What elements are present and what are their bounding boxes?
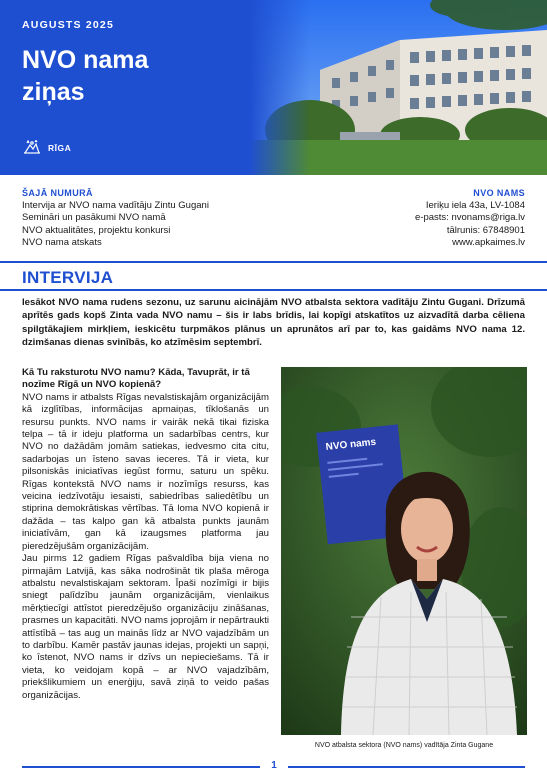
footer-rule-left [22, 766, 260, 768]
riga-crest-icon [22, 140, 42, 156]
masthead [0, 0, 547, 175]
toc-title: ŠAJĀ NUMURĀ [22, 188, 93, 198]
sign-text: NVO nams [325, 436, 377, 453]
section-rule-bottom [0, 289, 547, 291]
toc-item: Intervija ar NVO nama vadītāju Zintu Gugani [22, 199, 209, 211]
contact-email: e-pasts: nvonams@riga.lv [415, 212, 525, 224]
section-title: INTERVIJA [22, 268, 114, 287]
toc-item: Semināri un pasākumi NVO namā [22, 212, 166, 224]
portrait-photo [281, 367, 527, 735]
newsletter-title-line2: ziņas [22, 78, 85, 106]
riga-logo-label: RĪGA [48, 143, 72, 153]
contact-address: Ieriķu iela 43a, LV-1084 [425, 199, 525, 211]
page-number: 1 [271, 760, 277, 771]
newsletter-title [22, 44, 148, 108]
toc-item: NVO nama atskats [22, 237, 102, 249]
intro-lead: Iesākot NVO nama rudens sezonu, uz sarunu aicinājām NVO atbalsta sektora vadītāju Zintu Gugani. Drīzumā aprītēs gads kopš Zinta vada NVO namu – šis ir labs brīdis, lai kopīgi atskatītos uz aizvadītā darba cēliena spilgtākajiem mirkļiem, ieskicētu turpmākos plānus un aprunātos arī par to, kas gaidāms NVO nama 12. dzimšanas dienas svinībās, ko atzīmēsim septembrī. [22, 297, 525, 348]
newsletter-title-line1: NVO nama [22, 46, 149, 74]
article-paragraph: NVO nams ir atbalsts Rīgas nevalstiskajām organizācijām kā izglītības, informācijas apmaiņas, tīklošanās un resursu punkts. NVO nams ir vairāk nekā tikai fiziska telpa – tā ir ideju platforma un sadarbības centrs, kur NVO no dažādām jomām satiekas, iedvesmo cita citu, sadarbojas un īsteno savas ieceres. Tā ir vieta, kur pilsoniskās iniciatīvas iegūst formu, saturu un spēku. Rīgas kontekstā NVO nams ir nozīmīgs resurss, kas veicina iedzīvotāju iesaisti, sabiedrības saliedētību un stiprina demokrātiskas vērtības. Tā loma NVO kopienā ir dažāda – tas kalpo gan kā atbalsta punkts jaunām iniciatīvām, gan kā izaugsmes platforma jau pieredzējušām organizācijām. [22, 391, 269, 552]
contact-block [285, 187, 525, 250]
section-rule-top [0, 261, 547, 263]
riga-logo [22, 140, 71, 156]
contact-website: www.apkaimes.lv [452, 237, 525, 249]
article-body [22, 367, 269, 702]
table-of-contents [22, 187, 262, 250]
article-paragraph: Jau pirms 12 gadiem Rīgas pašvaldība bija viena no pirmajām Latvijā, kas sāka nodrošināt tik plaša mēroga atbalstu nevalstiskajam sektoram. Īpaši nozīmīgi ir bijis sniegt palīdzību jaunām organizācijām, vienlaikus mērķtiecīgi attīstot pieredzējušo organizāciju zināšanas, prasmes un kapacitāti. NVO nams joprojām ir nepārtraukti attīstībā – tas aug un mainās līdz ar NVO vajadzībām un to darbību. Kamēr pastāv jaunas idejas, projekti un sapņi, ko īstenot, NVO nams ir dzīvs un nepieciešams. Tā ir vieta, ko veidojam kopā – ar NVO vajadzībām, priekšlikumiem un enerģiju, savā ziņā to veido pašas organizācijas. [22, 553, 269, 701]
footer-rule-right [288, 766, 525, 768]
photo-caption: NVO atbalsta sektora (NVO nams) vadītāja Zinta Gugane [314, 742, 494, 749]
contact-phone: tālrunis: 67848901 [446, 224, 525, 236]
issue-date: AUGUSTS 2025 [22, 19, 115, 31]
contact-title: NVO NAMS [473, 188, 525, 198]
interview-question: Kā Tu raksturotu NVO namu? Kāda, Tavuprāt, ir tā nozīme Rīgā un NVO kopienā? [22, 367, 250, 391]
toc-item: NVO aktualitātes, projektu konkursi [22, 224, 171, 236]
building-photo [250, 0, 547, 175]
